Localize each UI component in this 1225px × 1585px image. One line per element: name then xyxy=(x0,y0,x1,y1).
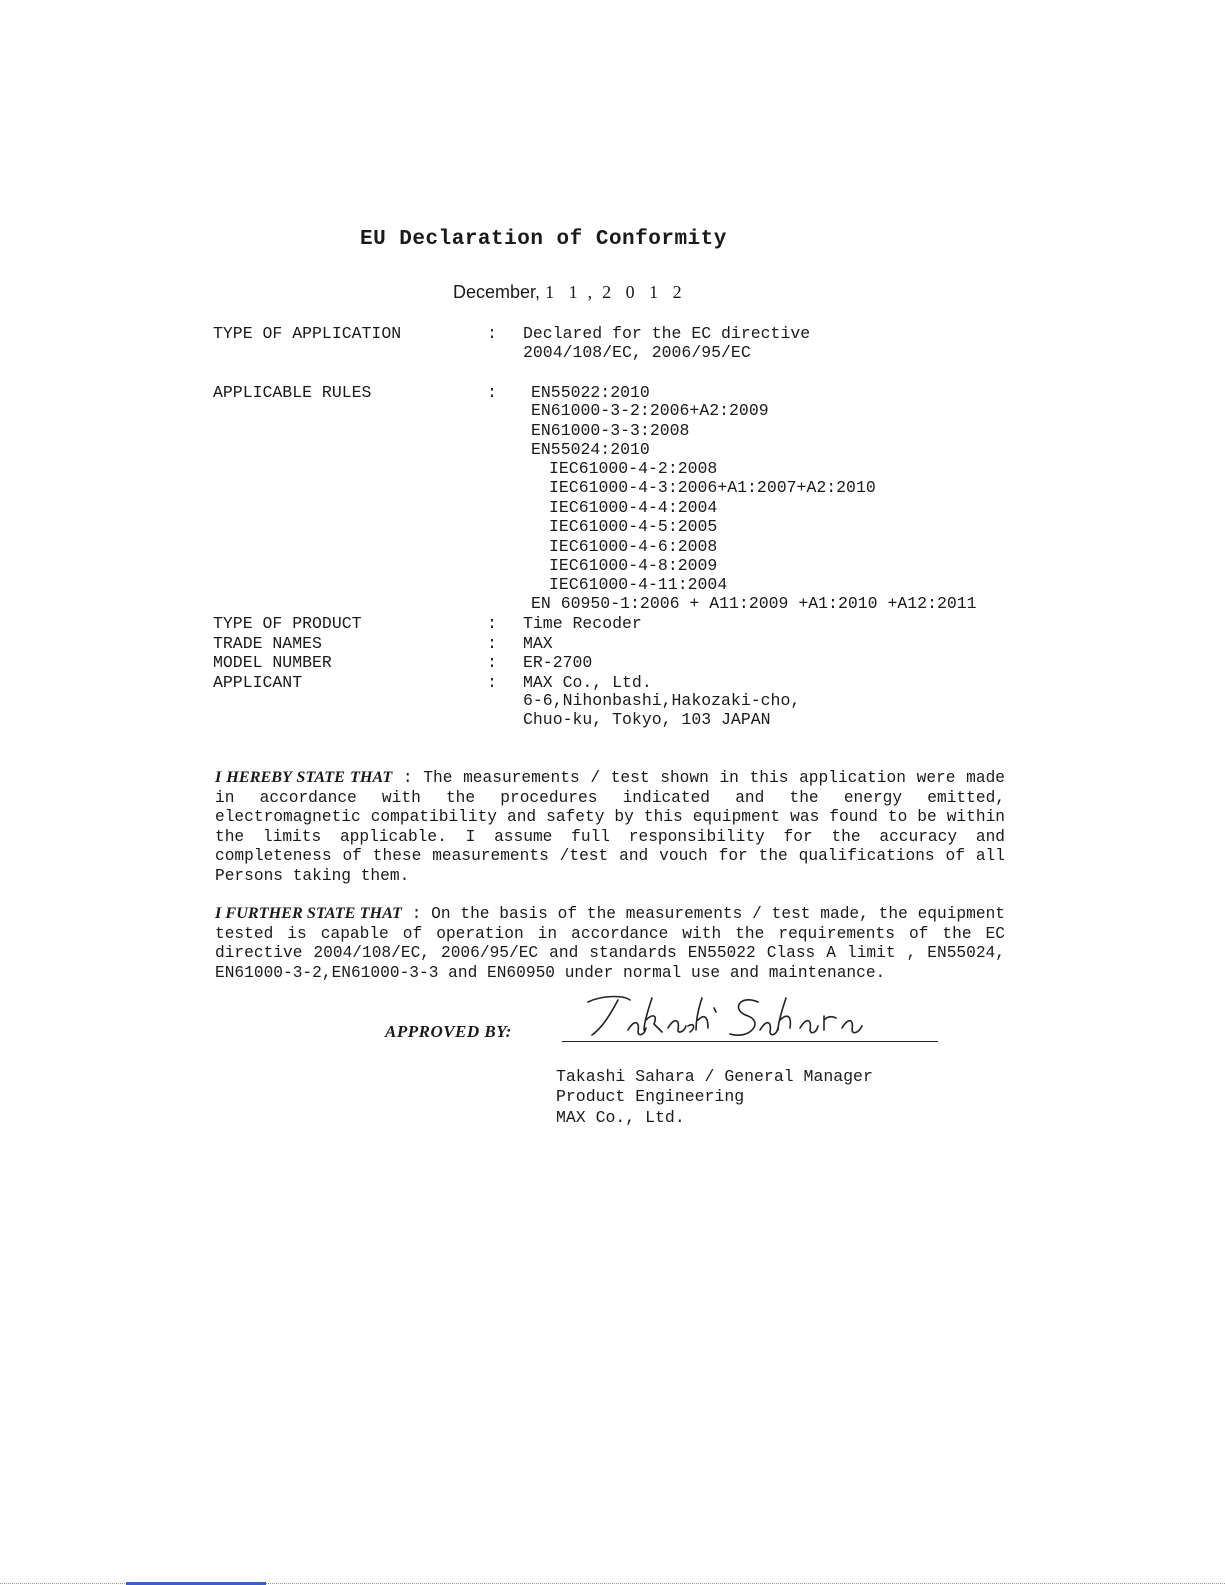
colon: : xyxy=(487,324,497,343)
signer-department: Product Engineering xyxy=(556,1087,745,1106)
rule-sub-item: IEC61000-4-5:2005 xyxy=(549,517,718,536)
rule-item: EN55024:2010 xyxy=(531,440,650,459)
rule-item: EN 60950-1:2006 + A11:2009 +A1:2010 +A12:2011 xyxy=(531,594,977,613)
page-title: EU Declaration of Conformity xyxy=(360,228,727,251)
rule-item: EN61000-3-3:2008 xyxy=(531,421,690,440)
type-of-application-line2: 2004/108/EC, 2006/95/EC xyxy=(523,343,751,362)
trade-names-label: TRADE NAMES xyxy=(213,634,322,653)
further-statement-lead: I FURTHER STATE THAT xyxy=(215,904,402,922)
rule-sub-item: IEC61000-4-11:2004 xyxy=(549,575,728,594)
date-day: 1 1 xyxy=(545,282,583,302)
colon: : xyxy=(487,383,497,402)
rule-sub-item: IEC61000-4-6:2008 xyxy=(549,537,718,556)
signer-company: MAX Co., Ltd. xyxy=(556,1108,685,1127)
rule-item: EN61000-3-2:2006+A2:2009 xyxy=(531,401,769,420)
model-number-label: MODEL NUMBER xyxy=(213,653,332,672)
date-sep: , xyxy=(587,282,598,302)
signature-line xyxy=(562,1041,938,1042)
date-month: December, xyxy=(453,282,541,302)
type-of-product-value: Time Recoder xyxy=(523,614,642,633)
applicant-line2: 6-6,Nihonbashi,Hakozaki-cho, xyxy=(523,691,801,710)
hereby-statement xyxy=(215,768,1005,886)
type-of-application-line1: Declared for the EC directive xyxy=(523,324,811,343)
trade-names-value: MAX xyxy=(523,634,553,653)
rule-sub-item: IEC61000-4-3:2006+A1:2007+A2:2010 xyxy=(549,478,876,497)
hereby-statement-lead: I HEREBY STATE THAT xyxy=(215,768,393,786)
applicable-rules-label: APPLICABLE RULES xyxy=(213,383,372,402)
type-of-product-label: TYPE OF PRODUCT xyxy=(213,614,362,633)
applicant-label: APPLICANT xyxy=(213,673,303,692)
type-of-application-label: TYPE OF APPLICATION xyxy=(213,324,402,343)
rule-item: EN55022:2010 xyxy=(531,383,650,402)
handwritten-signature xyxy=(580,990,880,1045)
further-statement-text: : On the basis of the measurements / test made, the equipment tested is capable of operation in accordance with the requirements of the EC directive 2004/108/EC, 2006/95/EC and standards EN55022 Class A limit , EN55024, EN61000-3-2,EN61000-3-3 and EN60950 under normal use and maintenance. xyxy=(215,905,1005,982)
colon: : xyxy=(487,634,497,653)
approved-by-label: APPROVED BY: xyxy=(385,1022,512,1041)
colon: : xyxy=(487,673,497,692)
declaration-date xyxy=(453,282,687,303)
signer-name-title: Takashi Sahara / General Manager xyxy=(556,1067,873,1086)
applicant-line1: MAX Co., Ltd. xyxy=(523,673,652,692)
applicant-line3: Chuo-ku, Tokyo, 103 JAPAN xyxy=(523,710,771,729)
rule-sub-item: IEC61000-4-2:2008 xyxy=(549,459,718,478)
date-year: 2 0 1 2 xyxy=(602,282,687,302)
model-number-value: ER-2700 xyxy=(523,653,593,672)
rule-sub-item: IEC61000-4-4:2004 xyxy=(549,498,718,517)
rule-sub-item: IEC61000-4-8:2009 xyxy=(549,556,718,575)
hereby-statement-text: : The measurements / test shown in this application were made in accordance with the procedures indicated and the energy emitted, electromagnetic compatibility and safety by this equipment was found to be within the limits applicable. I assume full responsibility for the accuracy and completeness of these measurements /test and vouch for the qualifications of all Persons taking them. xyxy=(215,769,1005,885)
further-statement xyxy=(215,904,1005,983)
colon: : xyxy=(487,653,497,672)
colon: : xyxy=(487,614,497,633)
